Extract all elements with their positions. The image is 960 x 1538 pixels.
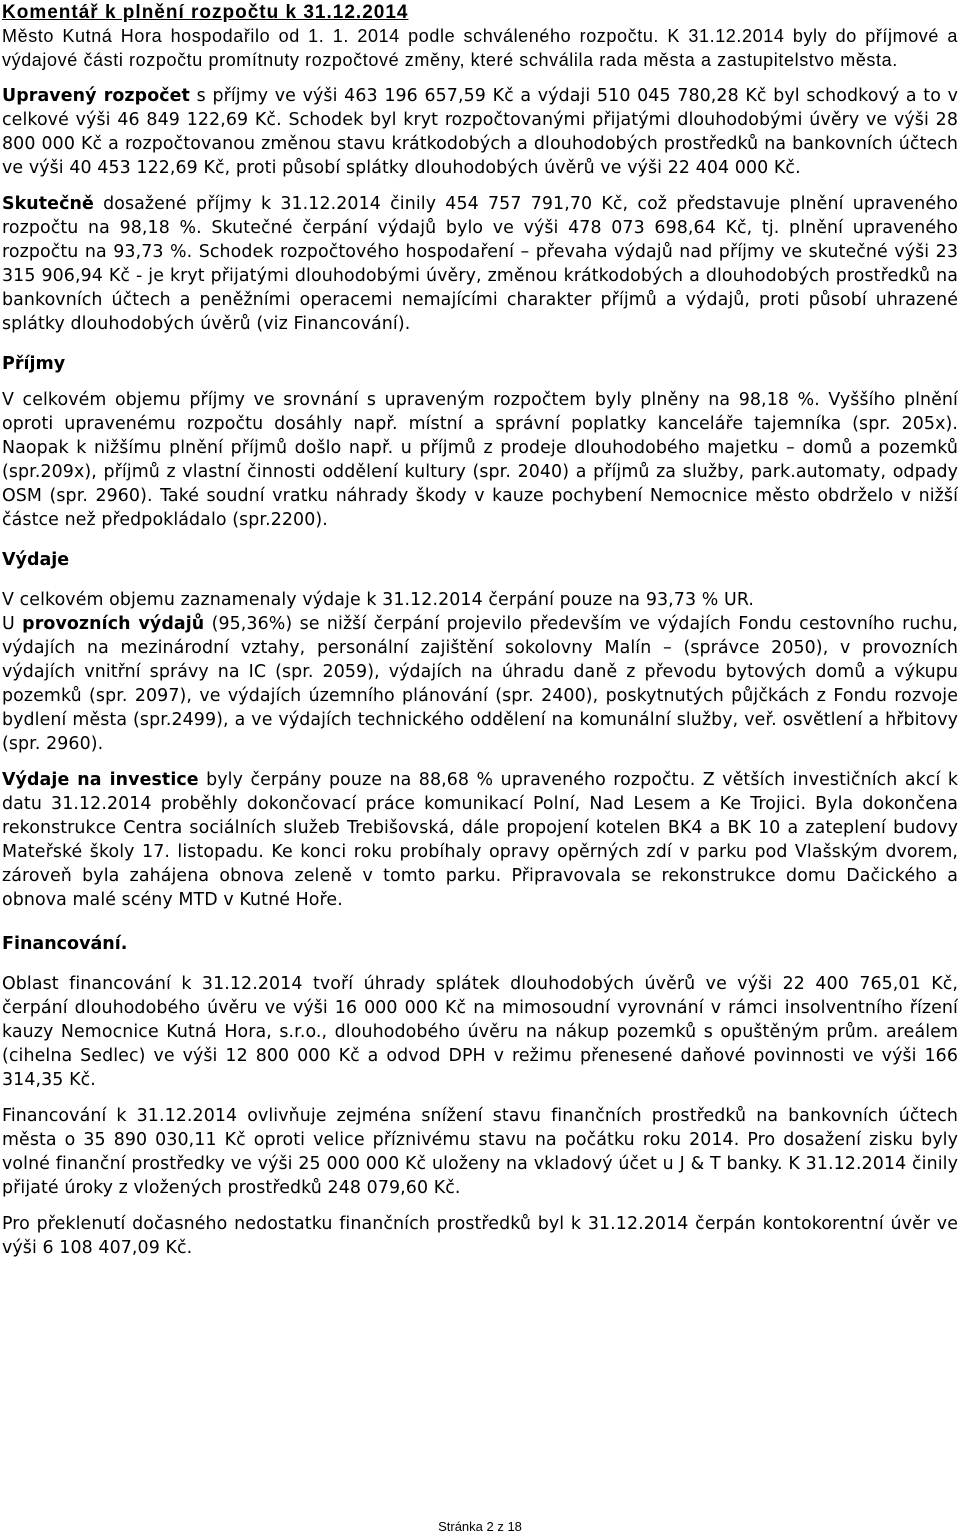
skutecne-paragraph	[2, 192, 958, 336]
vydaje-summary: V celkovém objemu zaznamenaly výdaje k 31.12.2014 čerpání pouze na 93,73 % UR.	[2, 590, 755, 610]
provozni-prefix: U	[2, 614, 23, 634]
document-page	[0, 2, 960, 1260]
prijmy-paragraph: V celkovém objemu příjmy ve srovnání s upraveným rozpočtem byly plněny na 98,18 %. Vyššího plnění oproti upravenému rozpočtu dosáhly např. místní a správní poplatky kanceláře tajemníka (spr. 205x). Naopak k nižšímu plnění příjmů došlo např. u příjmů z prodeje dlouhodobého majetku – domů a pozemků (spr.209x), příjmů z vlastní činnosti oddělení kultury (spr. 2040) a příjmů za služby, park.automaty, odpady OSM (spr. 2960). Také soudní vratku náhrady škody v kauze pochybení Nemocnice město obdrželo v nižší částce než předpokládalo (spr.2200).	[2, 390, 958, 530]
provozni-text: (95,36%) se nižší čerpání projevilo především ve výdajích Fondu cestovního ruchu, výdajích na mezinárodní vztahy, personální zajištění sokolovny Malín – (správce 2050), v provozních výdajích vnitřní správy na IC (spr. 2059), výdajích na úhradu daně z převodu bytových domů a výkupu pozemků (spr. 2097), ve výdajích územního plánování (spr. 2400), poskytnutých půjčkách z Fondu rozvoje bydlení města (spr.2499), a ve výdajích technického oddělení na komunální služby, veř. osvětlení a hřbitovy (spr. 2960).	[2, 614, 958, 754]
financovani-paragraph-3: Pro překlenutí dočasného nedostatku finančních prostředků byl k 31.12.2014 čerpán kontokorentní úvěr ve výši 6 108 407,09 Kč.	[2, 1214, 958, 1258]
financovani-heading: Financování.	[2, 934, 128, 954]
skutecne-text: dosažené příjmy k 31.12.2014 činily 454 757 791,70 Kč, což představuje plnění upraveného rozpočtu na 98,18 %. Skutečné čerpání výdajů bylo ve výši 478 073 698,64 Kč, tj. plnění upraveného rozpočtu na 93,73 %. Schodek rozpočtového hospodaření – převaha výdajů nad příjmy ve skutečné výši 23 315 906,94 Kč - je kryt přijatými dlouhodobými úvěry, změnou krátkodobých a dlouhodobých prostředků na bankovních účtech a peněžními operacemi nemajícími charakter příjmů a výdajů, proti působí uhrazené splátky dlouhodobých úvěrů (viz Financování).	[2, 194, 958, 334]
investice-text: byly čerpány pouze na 88,68 % upraveného rozpočtu. Z větších investičních akcí k datu 31.12.2014 proběhly dokončovací práce komunikací Polní, Nad Lesem a Ke Trojici. Byla dokončena rekonstrukce Centra sociálních služeb Trebišovská, dále propojení kotelen BK4 a BK 10 a zateplení budovy Mateřské školy 17. listopadu. Ke konci roku probíhaly opravy opěrných zdí v parku pod Vlašským dvorem, zároveň byla zahájena obnova zeleně v tomto parku. Připravovala se rekonstrukce domu Dačického a obnova malé scény MTD v Kutné Hoře.	[2, 770, 959, 910]
upraveny-text: s příjmy ve výši 463 196 657,59 Kč a výdaji 510 045 780,28 Kč byl schodkový a to v celkové výši 46 849 122,69 Kč. Schodek byl kryt rozpočtovanými přijatými dlouhodobými úvěry ve výši 28 800 000 Kč a rozpočtovanou změnou stavu krátkodobých a dlouhodobých prostředků na bankovních účtech ve výši 40 453 122,69 Kč, proti působí splátky dlouhodobých úvěrů ve výši 22 404 000 Kč.	[2, 86, 959, 178]
page-title: Komentář k plnění rozpočtu k 31.12.2014	[2, 2, 409, 23]
investice-paragraph	[2, 768, 958, 912]
page-number: Stránka 2 z 18	[438, 1519, 522, 1534]
vydaje-heading: Výdaje	[2, 550, 70, 570]
provozni-vydaje-paragraph	[2, 612, 958, 756]
upraveny-lead: Upravený rozpočet	[2, 86, 190, 106]
skutecne-lead: Skutečně	[2, 194, 94, 214]
financovani-paragraph-2: Financování k 31.12.2014 ovlivňuje zejména snížení stavu finančních prostředků na bankovních účtech města o 35 890 030,11 Kč oproti velice příznivému stavu na počátku roku 2014. Pro dosažení zisku byly volné finanční prostředky ve výši 25 000 000 Kč uloženy na vkladový účet u J & T banky. K 31.12.2014 činily přijaté úroky z vložených prostředků 248 079,60 Kč.	[2, 1106, 958, 1198]
financovani-paragraph-1: Oblast financování k 31.12.2014 tvoří úhrady splátek dlouhodobých úvěrů ve výši 22 400 765,01 Kč, čerpání dlouhodobého úvěru ve výši 16 000 000 Kč na mimosoudní vyrovnání v rámci insolventního řízení kauzy Nemocnice Kutná Hora, s.r.o., dlouhodobého úvěru na nákup pozemků s opuštěným prům. areálem (cihelna Sedlec) ve výši 12 800 000 Kč a odvod DPH v režimu přenesené daňové povinnosti ve výši 166 314,35 Kč.	[2, 974, 958, 1090]
provozni-lead: provozních výdajů	[22, 614, 205, 634]
intro-paragraph: Město Kutná Hora hospodařilo od 1. 1. 2014 podle schváleného rozpočtu. K 31.12.2014 byly do příjmové a výdajové části rozpočtu promítnuty rozpočtové změny, které schválila rada města a zastupitelstvo města.	[2, 26, 958, 70]
upraveny-paragraph	[2, 84, 958, 180]
prijmy-heading: Příjmy	[2, 354, 66, 374]
investice-lead: Výdaje na investice	[2, 770, 199, 790]
